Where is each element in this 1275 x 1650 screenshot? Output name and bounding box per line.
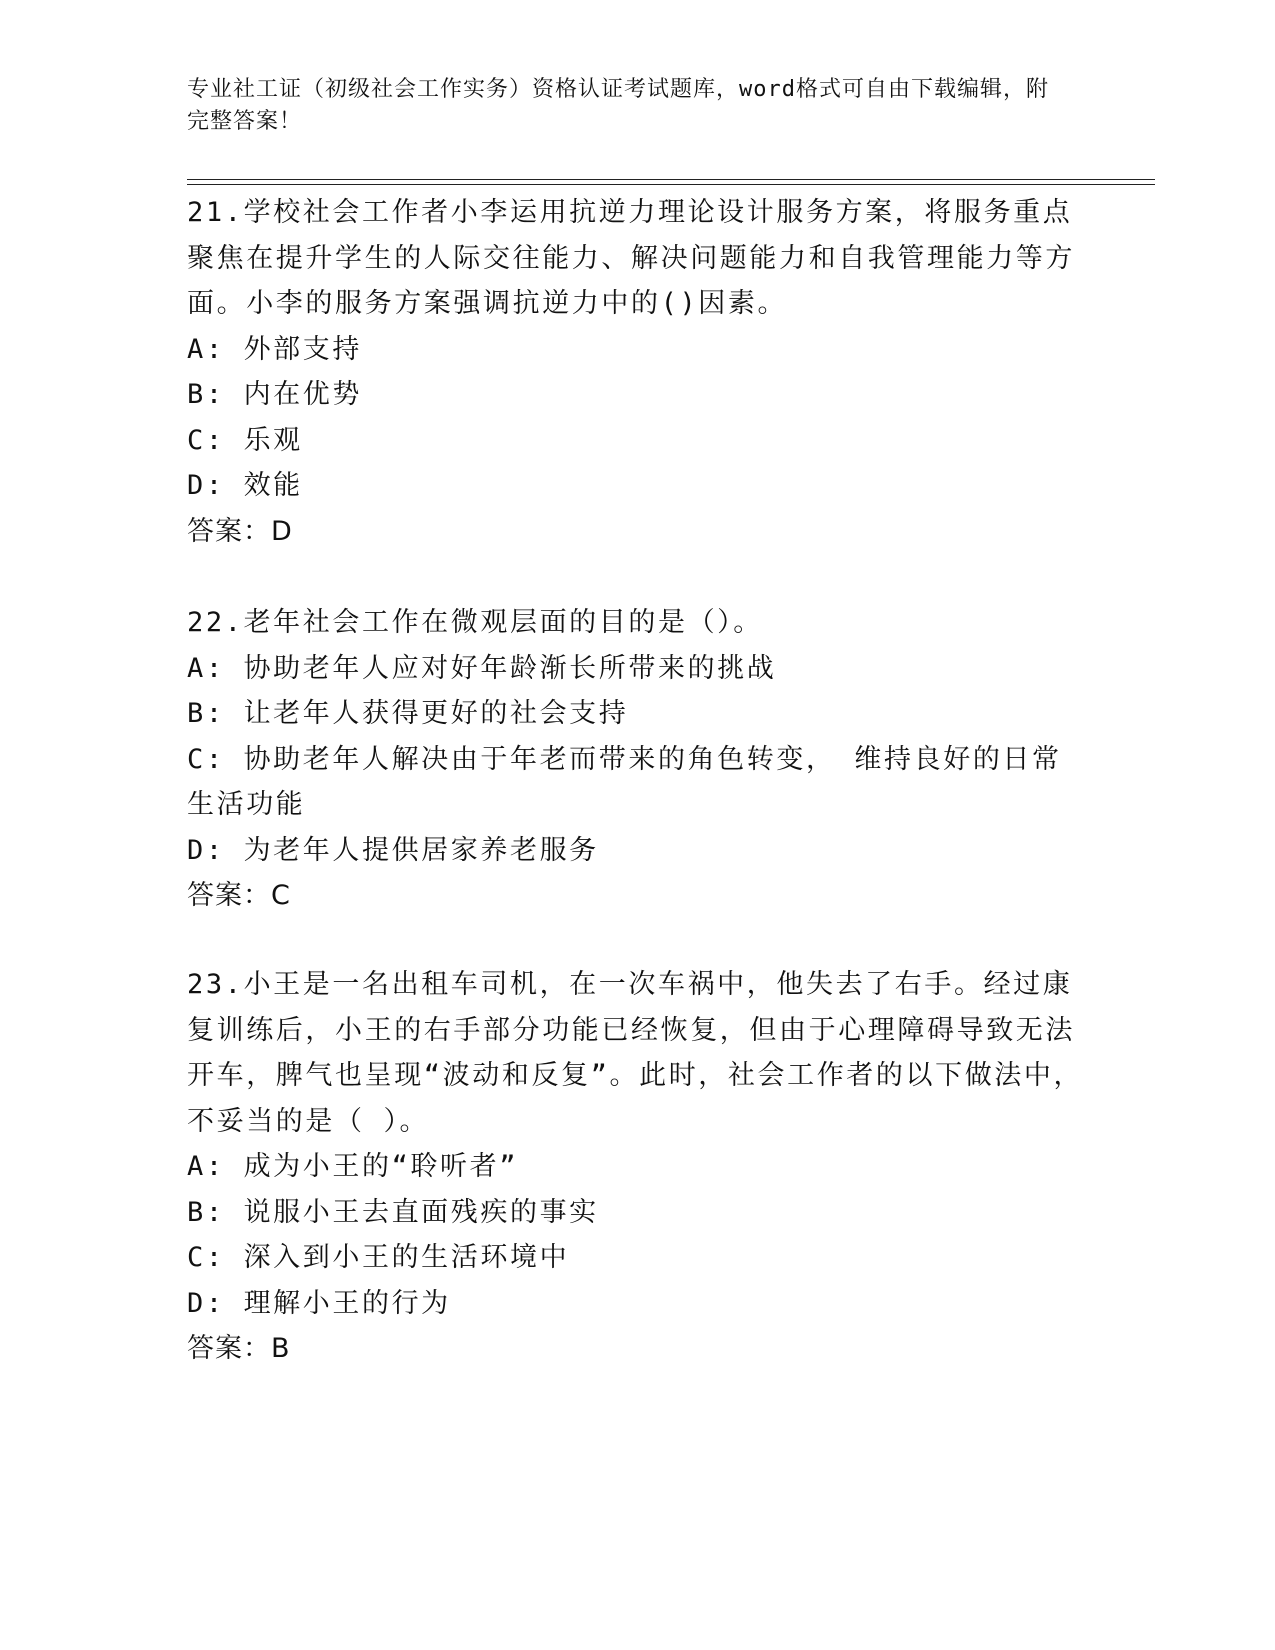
question-21 <box>187 190 1087 554</box>
header-divider-top <box>187 179 1155 180</box>
option-a: A: 协助老年人应对好年龄渐长所带来的挑战 <box>187 652 777 684</box>
option-b: B: 内在优势 <box>187 379 362 410</box>
answer-line: 答案：C <box>187 880 291 911</box>
question-23 <box>187 962 1087 1372</box>
question-stem: 23.小王是一名出租车司机，在一次车祸中，他失去了右手。经过康复训练后，小王的右手部分功能已经恢复，但由于心理障碍导致无法开车，脾气也呈现“波动和反复”。此时，社会工作者的以下做法中，不妥当的是（ ）。 <box>187 969 1084 1137</box>
option-a: A: 外部支持 <box>187 333 362 365</box>
header-divider-bottom <box>187 184 1155 185</box>
option-b: B: 说服小王去直面残疾的事实 <box>187 1196 599 1228</box>
question-stem: 21.学校社会工作者小李运用抗逆力理论设计服务方案，将服务重点聚焦在提升学生的人际交往能力、解决问题能力和自我管理能力等方面。小李的服务方案强调抗逆力中的()因素。 <box>187 197 1075 319</box>
question-22 <box>187 600 1087 919</box>
option-a: A: 成为小王的“聆听者” <box>187 1151 519 1182</box>
question-stem: 22.老年社会工作在微观层面的目的是（）。 <box>187 607 763 638</box>
option-d: D: 为老年人提供居家养老服务 <box>187 834 599 866</box>
answer-line: 答案：D <box>187 515 293 547</box>
option-b: B: 让老年人获得更好的社会支持 <box>187 698 629 729</box>
document-header: 专业社工证（初级社会工作实务）资格认证考试题库，word格式可自由下载编辑，附完整答案！ <box>187 77 1049 134</box>
option-c: C: 乐观 <box>187 424 303 456</box>
option-c: C: 协助老年人解决由于年老而带来的角色转变， 维持良好的日常生活功能 <box>187 743 1062 820</box>
answer-line: 答案：B <box>187 1333 291 1364</box>
option-d: D: 理解小王的行为 <box>187 1287 451 1319</box>
option-d: D: 效能 <box>187 470 303 501</box>
option-c: C: 深入到小王的生活环境中 <box>187 1242 570 1273</box>
